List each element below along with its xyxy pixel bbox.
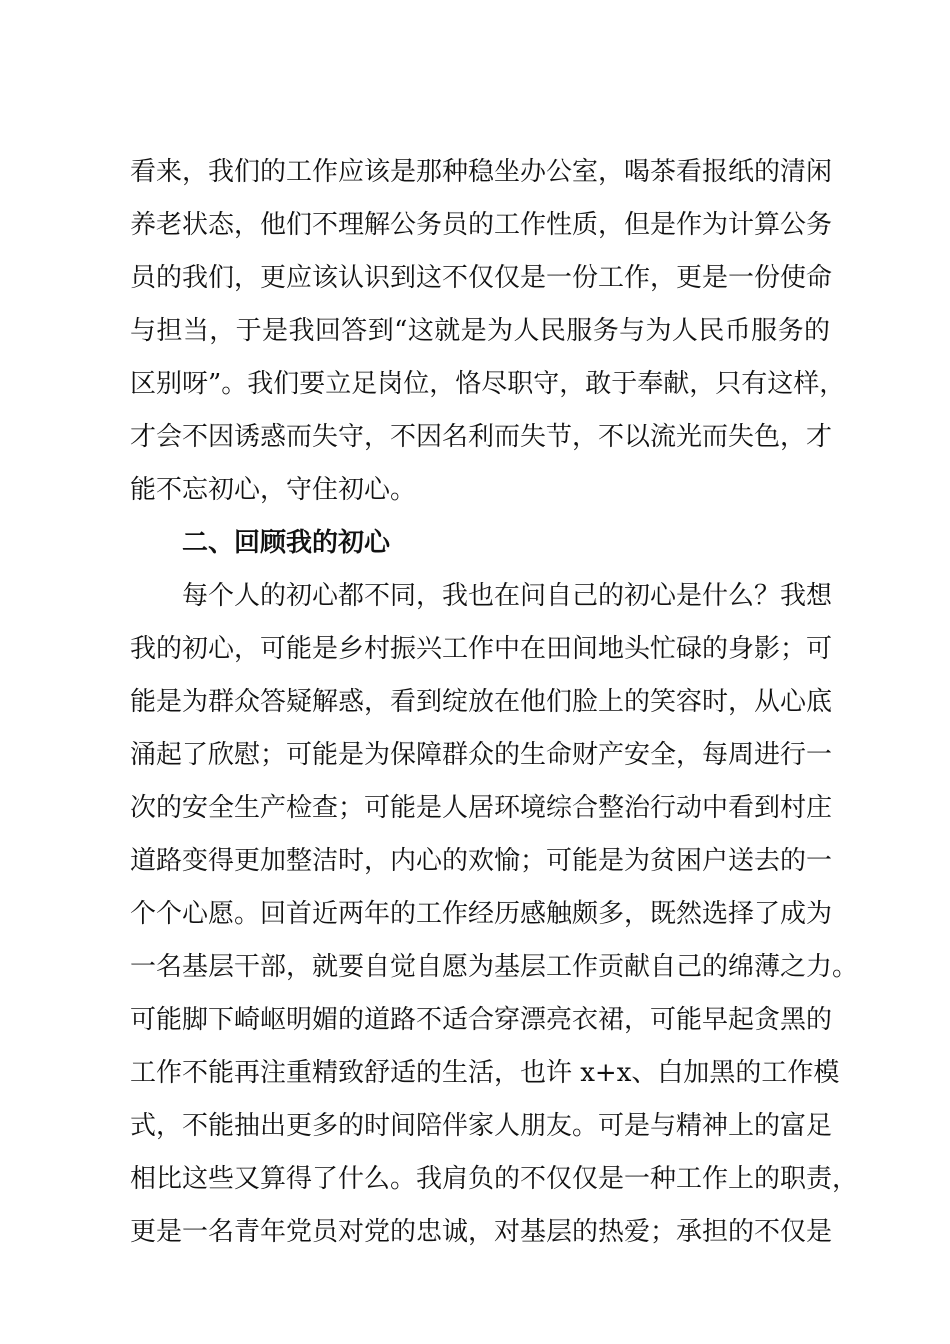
- paragraph-line: 可能脚下崎岖明媚的道路不适合穿漂亮衣裙，可能早起贪黑的: [130, 1005, 833, 1035]
- paragraph-line: 看来，我们的工作应该是那种稳坐办公室，喝茶看报纸的清闲: [130, 157, 833, 187]
- section-heading: 二、回顾我的初心: [182, 528, 391, 558]
- paragraph-line: 才会不因诱惑而失守，不因名利而失节，不以流光而失色，才: [130, 422, 833, 452]
- paragraph-line: 养老状态，他们不理解公务员的工作性质，但是作为计算公务: [130, 210, 833, 240]
- paragraph-line: 更是一名青年党员对党的忠诚，对基层的热爱；承担的不仅是: [130, 1217, 833, 1247]
- paragraph-line: 式，不能抽出更多的时间陪伴家人朋友。可是与精神上的富足: [130, 1111, 833, 1141]
- paragraph-line: 个个心愿。回首近两年的工作经历感触颇多，既然选择了成为: [130, 899, 833, 929]
- paragraph-line: 员的我们，更应该认识到这不仅仅是一份工作，更是一份使命: [130, 263, 833, 293]
- paragraph-line: 能是为群众答疑解惑，看到绽放在他们脸上的笑容时，从心底: [130, 687, 833, 717]
- paragraph-line: 能不忘初心，守住初心。: [130, 475, 417, 505]
- paragraph-line: 与担当，于是我回答到“这就是为人民服务与为人民币服务的: [130, 316, 830, 346]
- paragraph-line: 次的安全生产检查；可能是人居环境综合整治行动中看到村庄: [130, 793, 833, 823]
- paragraph-line: 一名基层干部，就要自觉自愿为基层工作贡献自己的绵薄之力。: [130, 952, 859, 982]
- paragraph-line: 每个人的初心都不同，我也在问自己的初心是什么？我想: [182, 581, 833, 611]
- paragraph-line: 我的初心，可能是乡村振兴工作中在田间地头忙碌的身影；可: [130, 634, 833, 664]
- paragraph-line: 工作不能再注重精致舒适的生活，也许 x+x、白加黑的工作模: [130, 1058, 840, 1088]
- paragraph-line: 区别呀”。我们要立足岗位，恪尽职守，敢于奉献，只有这样，: [130, 369, 846, 399]
- paragraph-line: 相比这些又算得了什么。我肩负的不仅仅是一种工作上的职责，: [130, 1164, 859, 1194]
- paragraph-line: 道路变得更加整洁时，内心的欢愉；可能是为贫困户送去的一: [130, 846, 833, 876]
- paragraph-line: 涌起了欣慰；可能是为保障群众的生命财产安全，每周进行一: [130, 740, 833, 770]
